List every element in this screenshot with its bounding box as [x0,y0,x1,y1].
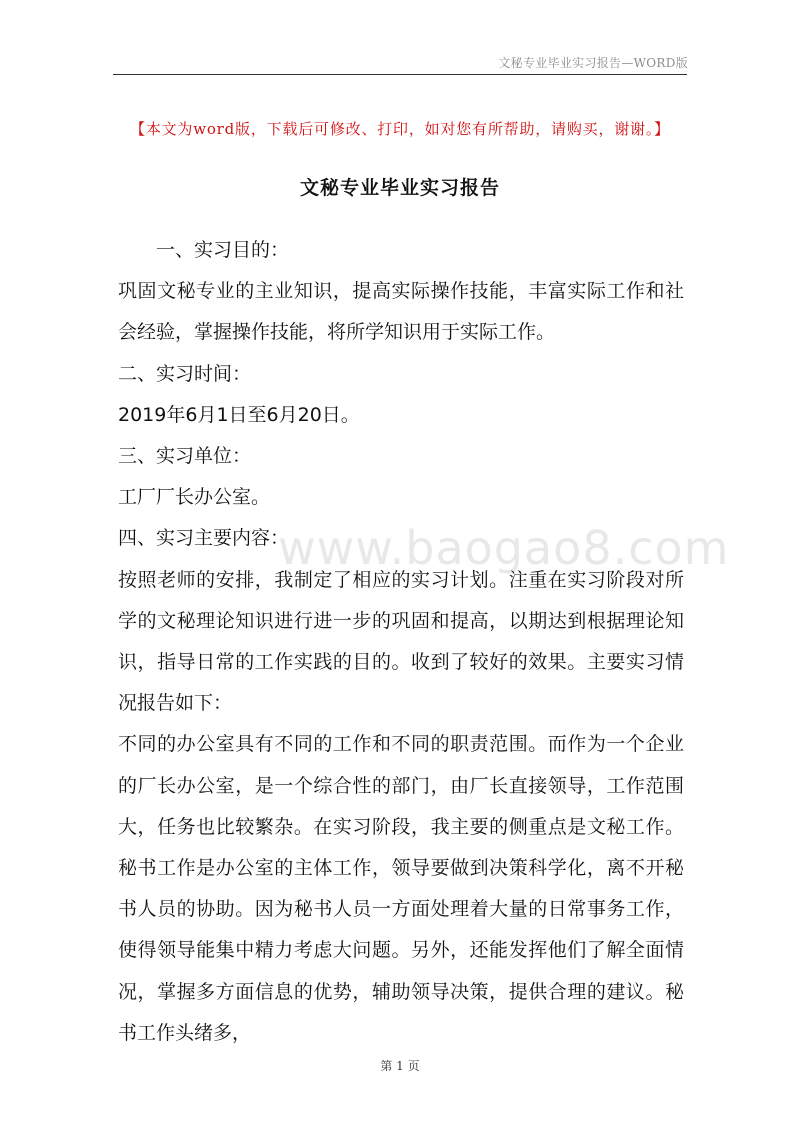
section-heading-time: 二、实习时间： [118,362,252,385]
section-content-main: 按照老师的安排，我制定了相应的实习计划。注重在实习阶段对所学的文秘理论知识进行进一步的巩固和提高，以期达到根据理论知识，指导日常的工作实践的目的。收到了较好的效果。主要实习情况报告如下： [118,568,684,715]
document-body [118,230,684,1054]
section-content-purpose: 巩固文秘专业的主业知识，提高实际操作技能，丰富实际工作和社会经验，掌握操作技能，将所学知识用于实际工作。 [118,280,684,344]
section-heading-purpose: 一、实习目的： [156,239,290,261]
page-number: 第 1 页 [380,1059,420,1073]
purchase-notice: 【本文为word版，下载后可修改、打印，如对您有所帮助，请购买，谢谢。】 [130,120,670,138]
section-heading-content: 四、实习主要内容： [118,527,290,550]
page-header-text: 文秘专业毕业实习报告—WORD版 [498,56,688,70]
document-title: 文秘专业毕业实习报告 [299,177,500,199]
header-divider [113,74,687,75]
body-paragraph: 不同的办公室具有不同的工作和不同的职责范围。而作为一个企业的厂长办公室，是一个综合性的部门，由厂长直接领导，工作范围大，任务也比较繁杂。在实习阶段，我主要的侧重点是文秘工作。秘书工作是办公室的主体工作，领导要做到决策科学化，离不开秘书人员的协助。因为秘书人员一方面处理着大量的日常事务工作，使得领导能集中精力考虑大问题。另外，还能发挥他们了解全面情况，掌握多方面信息的优势，辅助领导决策，提供合理的建议。秘书工作头绪多， [118,733,684,1044]
watermark: www.baogao8.com [278,521,730,575]
section-content-time: 2019年6月1日至6月20日。 [118,403,360,426]
section-content-unit: 工厂厂长办公室。 [118,486,271,509]
section-heading-unit: 三、实习单位： [118,445,252,468]
